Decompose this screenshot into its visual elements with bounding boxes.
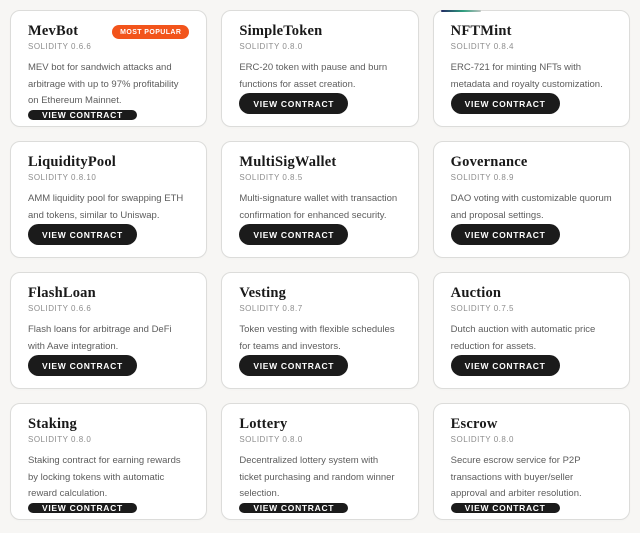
contract-description: AMM liquidity pool for swapping ETH and tokens, similar to Uniswap. [28,192,184,221]
contract-title: LiquidityPool [28,154,117,170]
contract-description: Staking contract for earning rewards by locking tokens with automatic reward calculation. [28,454,181,500]
contract-title: Lottery [239,416,288,432]
solidity-version-label: SOLIDITY 0.8.10 [28,172,97,182]
solidity-version-label: SOLIDITY 0.8.4 [450,41,514,51]
contract-description: MEV bot for sandwich attacks and arbitrage with up to 97% profitability on Ethereum Mainnet. [28,61,179,107]
card-title-block [28,155,116,182]
view-contract-button[interactable]: VIEW CONTRACT [239,93,348,114]
card-title-block [451,417,514,444]
card-title-block [28,24,91,51]
card-title-block [239,286,302,313]
view-contract-button[interactable]: VIEW CONTRACT [28,503,137,513]
most-popular-badge: MOST POPULAR [112,25,189,39]
contract-description: Secure escrow service for P2P transactions with buyer/seller approval and arbiter resolution. [450,454,582,500]
card-header [451,24,612,51]
solidity-version-label: SOLIDITY 0.8.7 [239,303,303,313]
contract-title: Vesting [239,285,287,301]
contract-title: FlashLoan [28,285,96,301]
contract-title: MultiSigWallet [239,154,337,170]
card-title-block [28,417,91,444]
view-contract-button[interactable]: VIEW CONTRACT [28,355,137,376]
card-top-accent [441,10,481,12]
card-title-block [239,155,336,182]
card-header [239,417,400,444]
card-title-block [239,24,322,51]
view-contract-button[interactable]: VIEW CONTRACT [239,224,348,245]
card-header [28,286,189,313]
solidity-version-label: SOLIDITY 0.8.9 [450,172,514,182]
contract-card-flashloan [10,272,207,389]
contract-description: Flash loans for arbitrage and DeFi with Aave integration. [28,323,172,352]
contract-card-nftmint [433,10,630,127]
contract-card-simpletoken [221,10,418,127]
card-title-block [451,24,514,51]
card-header [28,24,189,51]
contract-card-mevbot [10,10,207,127]
contract-description: ERC-20 token with pause and burn functions for asset creation. [239,61,388,90]
contract-card-escrow [433,403,630,520]
contract-description: Dutch auction with automatic price reduction for assets. [450,323,596,352]
contract-card-multisigwallet [221,141,418,258]
contract-card-vesting [221,272,418,389]
solidity-version-label: SOLIDITY 0.8.0 [450,434,514,444]
contract-title: Escrow [450,416,498,432]
card-header [451,155,612,182]
contract-card-liquiditypool [10,141,207,258]
solidity-version-label: SOLIDITY 0.6.6 [28,303,92,313]
contract-title: NFTMint [450,23,512,39]
card-header [28,417,189,444]
card-title-block [28,286,96,313]
solidity-version-label: SOLIDITY 0.8.0 [239,41,303,51]
contract-card-governance [433,141,630,258]
view-contract-button[interactable]: VIEW CONTRACT [451,93,560,114]
contract-description: Token vesting with flexible schedules for teams and investors. [239,323,395,352]
view-contract-button[interactable]: VIEW CONTRACT [451,224,560,245]
contract-description: Multi-signature wallet with transaction confirmation for enhanced security. [239,192,398,221]
card-header [239,155,400,182]
solidity-version-label: SOLIDITY 0.7.5 [450,303,514,313]
solidity-version-label: SOLIDITY 0.8.0 [28,434,92,444]
contract-card-lottery [221,403,418,520]
contract-title: Auction [450,285,502,301]
card-header [239,24,400,51]
card-title-block [451,286,514,313]
contract-title: Staking [28,416,77,432]
card-header [239,286,400,313]
card-title-block [239,417,302,444]
view-contract-button[interactable]: VIEW CONTRACT [28,110,137,120]
contract-description: Decentralized lottery system with ticket purchasing and random winner selection. [239,454,395,500]
contract-description: ERC-721 for minting NFTs with metadata and royalty customization. [450,61,603,90]
contract-card-auction [433,272,630,389]
view-contract-button[interactable]: VIEW CONTRACT [451,355,560,376]
card-title-block [451,155,528,182]
contract-title: SimpleToken [239,23,323,39]
contract-title: Governance [450,154,528,170]
view-contract-button[interactable]: VIEW CONTRACT [239,503,348,513]
view-contract-button[interactable]: VIEW CONTRACT [451,503,560,513]
solidity-version-label: SOLIDITY 0.8.5 [239,172,303,182]
solidity-version-label: SOLIDITY 0.8.0 [239,434,303,444]
contract-description: DAO voting with customizable quorum and proposal settings. [450,192,612,221]
contract-title: MevBot [28,23,79,39]
card-header [451,417,612,444]
contract-card-staking [10,403,207,520]
view-contract-button[interactable]: VIEW CONTRACT [28,224,137,245]
card-header [451,286,612,313]
card-header [28,155,189,182]
view-contract-button[interactable]: VIEW CONTRACT [239,355,348,376]
solidity-version-label: SOLIDITY 0.6.6 [28,41,92,51]
